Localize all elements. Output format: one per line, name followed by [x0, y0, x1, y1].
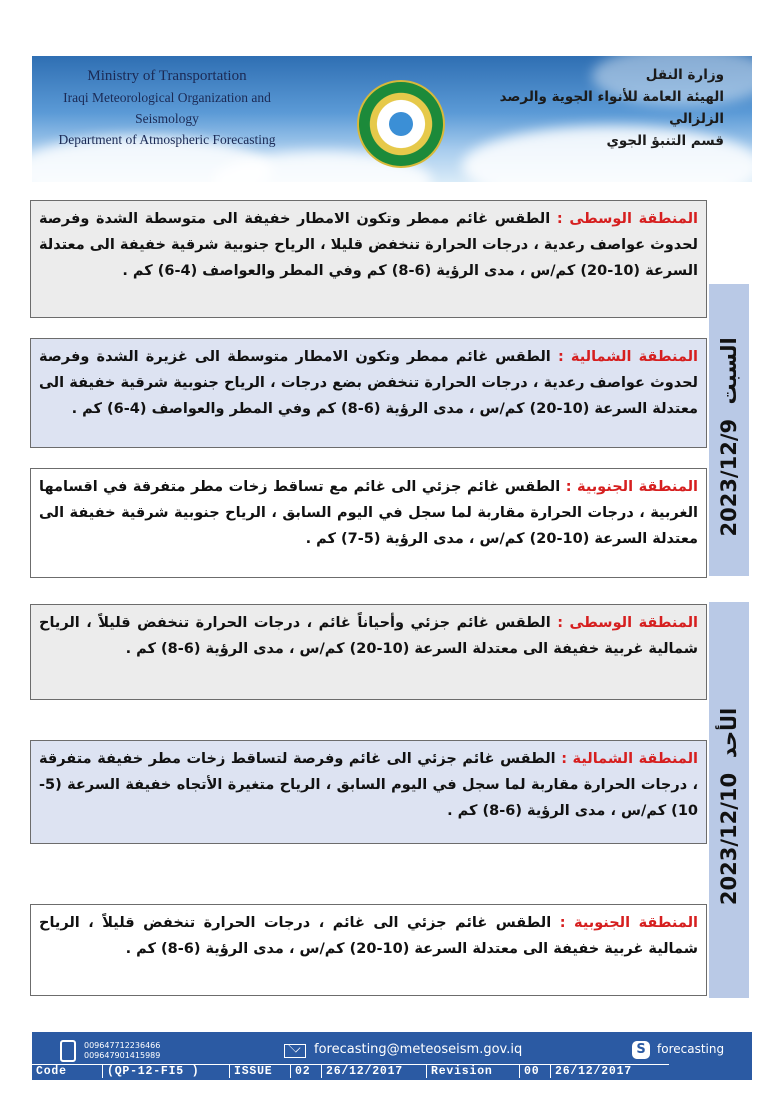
- region-label: المنطقة الشمالية :: [561, 751, 699, 767]
- skype-handle[interactable]: forecasting: [657, 1042, 725, 1056]
- ministry-name-ar: وزارة النقل: [645, 67, 724, 83]
- revision-label: Revision: [426, 1064, 519, 1078]
- forecast-text: الطقس غائم جزئي الى غائم ، درجات الحرارة تنخفض قليلاً ، الرياح شمالية غربية خفيفة الى معتدلة السرعة (10-20) كم/س ، مدى الرؤية (6-8) كم .: [39, 915, 698, 957]
- organization-logo: [357, 80, 445, 168]
- day-name: الأحد: [717, 708, 741, 759]
- forecast-text: الطقس غائم ممطر وتكون الامطار متوسطة الى غزيرة الشدة وفرصة لحدوث عواصف رعدية ، درجات الحرارة تنخفض بضع درجات ، الرياح جنوبية شرقية خفيفة الى معتدلة السرعة (10-20) كم/س ، مدى الرؤية (6-8) كم وفي المطر والعواصف (4-6) كم .: [39, 349, 698, 417]
- forecast-day1-south: [30, 468, 707, 578]
- envelope-icon: [284, 1044, 306, 1058]
- region-label: المنطقة الشمالية :: [557, 349, 698, 365]
- header-banner: [32, 56, 752, 182]
- code-label: Code: [32, 1064, 102, 1078]
- document-code-bar: [32, 1064, 752, 1078]
- organization-name-en: Iraqi Meteorological Organization and Seismology: [63, 90, 271, 126]
- code-value: (QP-12-FI5 ): [102, 1064, 229, 1078]
- region-label: المنطقة الوسطى :: [557, 615, 698, 631]
- forecast-day2-north: [30, 740, 707, 844]
- date-sidebar-day2: [709, 602, 749, 998]
- email-link[interactable]: forecasting@meteoseism.gov.iq: [314, 1042, 523, 1057]
- forecast-text: الطقس غائم ممطر وتكون الامطار خفيفة الى متوسطة الشدة وفرصة لحدوث عواصف رعدية ، درجات الحرارة تنخفض قليلا ، الرياح جنوبية شرقية خفيفة الى معتدلة السرعة (10-20) كم/س ، مدى الرؤية (6-8) كم وفي المطر والعواصف (4-6) كم .: [39, 211, 698, 279]
- department-name-ar: قسم التنبؤ الجوي: [606, 133, 724, 149]
- department-name-en: Department of Atmospheric Forecasting: [58, 132, 276, 147]
- footer-bar: [32, 1032, 752, 1080]
- english-heading: [42, 66, 292, 150]
- skype-icon: S: [632, 1041, 650, 1059]
- organization-name-ar: الهيئة العامة للأنواء الجوية والرصد الزلزالي: [499, 89, 724, 127]
- forecast-day1-north: [30, 338, 707, 448]
- issue-label: ISSUE: [229, 1064, 290, 1078]
- phone-number: 009647712236466: [84, 1041, 161, 1050]
- arabic-heading: [494, 64, 724, 152]
- forecast-day2-central: [30, 604, 707, 700]
- phone-icon: [60, 1040, 76, 1062]
- forecast-text: الطقس غائم جزئي وأحياناً غائم ، درجات الحرارة تنخفض قليلاً ، الرياح شمالية غربية خفيفة الى معتدلة السرعة (10-20) كم/س ، مدى الرؤية (6-8) كم .: [39, 615, 698, 657]
- issue-date: 26/12/2017: [321, 1064, 426, 1078]
- revision-number: 00: [519, 1064, 550, 1078]
- forecast-day1-central: [30, 200, 707, 318]
- forecast-text: الطقس غائم جزئي الى غائم مع تساقط زخات مطر متفرقة في اقسامها الغربية ، درجات الحرارة مقاربة لما سجل في اليوم السابق ، الرياح جنوبية شرقية خفيفة الى معتدلة السرعة (10-20) كم/س ، مدى الرؤية (5-7) كم .: [39, 479, 698, 547]
- date-label: 2023/12/9: [717, 419, 741, 537]
- phone-numbers: [84, 1041, 160, 1061]
- region-label: المنطقة الوسطى :: [556, 211, 698, 227]
- phone-number: 009647901415989: [84, 1051, 161, 1060]
- region-label: المنطقة الجنوبية :: [559, 915, 698, 931]
- region-label: المنطقة الجنوبية :: [565, 479, 698, 495]
- date-label: 2023/12/10: [717, 773, 741, 906]
- day-name: السبت: [717, 337, 741, 405]
- forecast-day2-south: [30, 904, 707, 996]
- revision-date: 26/12/2017: [550, 1064, 669, 1078]
- date-sidebar-day1: [709, 284, 749, 576]
- issue-number: 02: [290, 1064, 321, 1078]
- ministry-name-en: Ministry of Transportation: [87, 68, 247, 84]
- forecast-text: الطقس غائم جزئي الى غائم وفرصة لتساقط زخات مطر خفيفة متفرقة ، درجات الحرارة مقاربة لما سجل في اليوم السابق ، الرياح متغيرة الأتجاه خفيفة السرعة (5-10) كم/س ، مدى الرؤية (6-8) كم .: [39, 751, 698, 819]
